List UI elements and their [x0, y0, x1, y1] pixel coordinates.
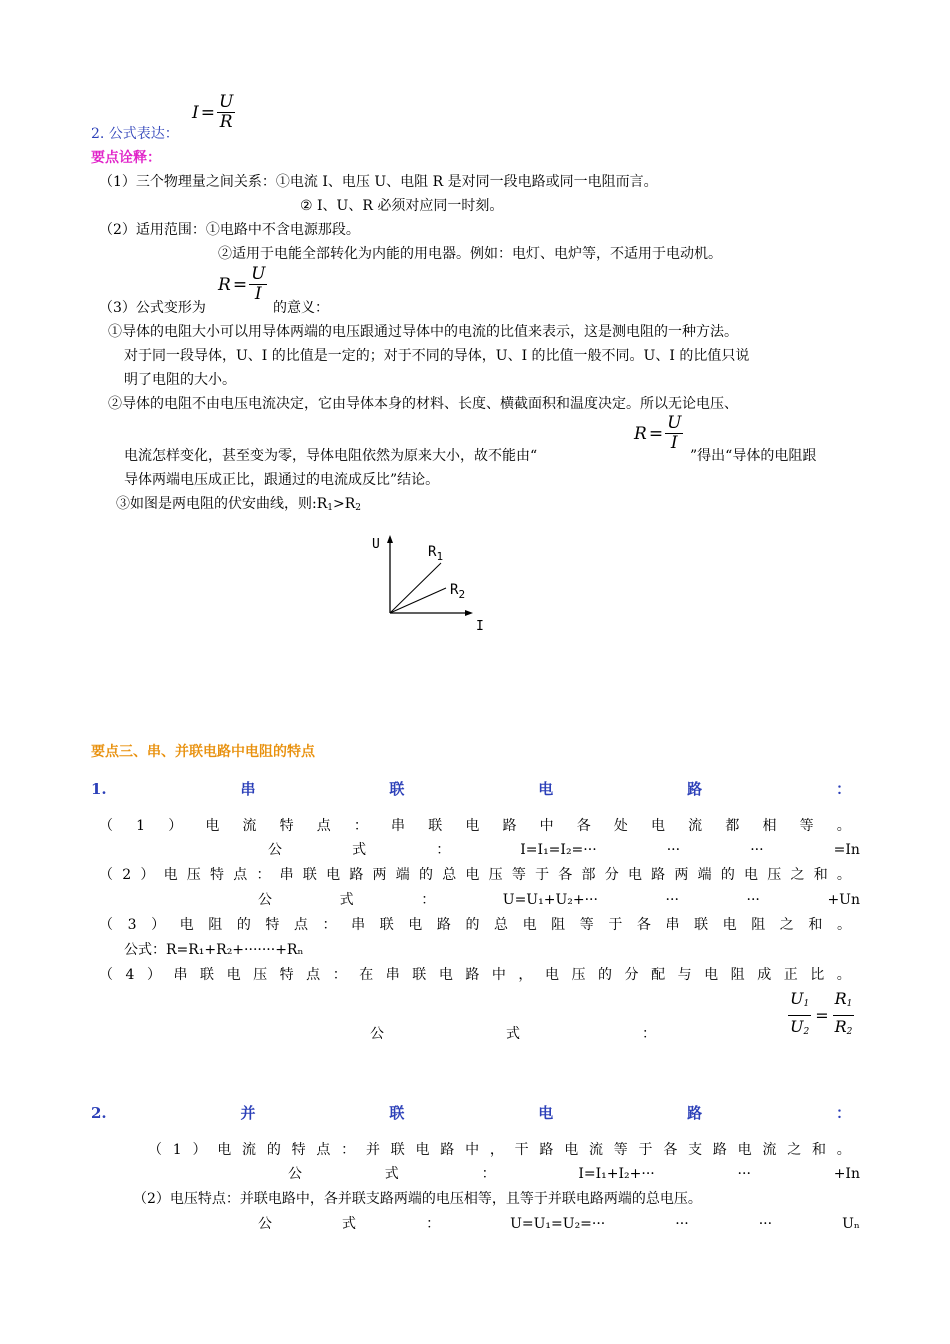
series-voltage-ratio-line-token: 阻 [730, 967, 745, 983]
resistance-numerator: U [251, 264, 266, 284]
series-voltage-line [99, 865, 851, 885]
series-voltage-ratio-line-token: 比 [810, 967, 825, 983]
note3-suffix: 的意义： [273, 300, 329, 316]
series-resistance-line-token: 。 [836, 917, 851, 933]
series-resistance-line-token: 于 [608, 917, 623, 933]
series-current-line-token: 点 [316, 818, 331, 834]
series-resistance-line-token: 串 [351, 917, 366, 933]
parallel-voltage-formula-token: ··· [758, 1216, 773, 1232]
note3-prefix: （3）公式变形为 [99, 300, 206, 316]
series-voltage-ratio-label-token: 公 [370, 1026, 384, 1042]
parallel-voltage-formula-token: ··· [675, 1216, 689, 1232]
series-current-line-token: 等 [799, 818, 814, 834]
series-current-line-token: 路 [502, 818, 517, 834]
series-voltage-line-token: 电 [326, 867, 341, 883]
parallel-current-formula-token: ： [481, 1166, 496, 1182]
series-resistance-line-token: 阻 [551, 917, 566, 933]
series-resistance-line-token: 阻 [208, 917, 223, 933]
parallel-current-line-token: 特 [291, 1142, 306, 1158]
series-voltage-line-token: 压 [186, 867, 201, 883]
series-resistance-line-token: 之 [779, 917, 794, 933]
parallel-current-line-token: 于 [638, 1142, 653, 1158]
series-voltage-line-token: 于 [535, 867, 550, 883]
resistance-eq: = [232, 274, 248, 295]
series-current-line-token: 1 [136, 818, 146, 834]
series-current-formula-token: =In [833, 842, 860, 858]
series-resistance-line-token: 电 [722, 917, 737, 933]
series-current-line [99, 816, 851, 836]
series-title-token: 串 [240, 780, 256, 798]
series-current-line-token: 都 [725, 818, 740, 834]
series-voltage-line-token: 两 [674, 867, 689, 883]
series-current-formula-token: I=I₁=I₂=··· [520, 842, 597, 858]
series-voltage-ratio-line-token: 分 [624, 967, 639, 983]
parallel-current-line-token: （ [148, 1142, 162, 1158]
series-voltage-ratio-label-token: ： [642, 1026, 656, 1042]
inline-denominator: I [670, 433, 678, 453]
parallel-current-line-token: 支 [688, 1142, 703, 1158]
resistance-fraction [249, 265, 267, 304]
series-current-line-token: 电 [465, 818, 480, 834]
series-voltage-line-token: 电 [163, 867, 178, 883]
series-current-line-token: ） [168, 818, 183, 834]
series-voltage-line-token: 串 [279, 867, 294, 883]
formula-eq: = [200, 102, 215, 123]
graph-line-r2 [390, 588, 446, 613]
series-current-formula-token: 式 [352, 842, 367, 858]
series-voltage-ratio-line-token: 4 [125, 967, 135, 983]
series-voltage-line-token: 路 [349, 867, 364, 883]
graph-x-label: I [476, 619, 484, 634]
parallel-voltage-formula-token: 公 [258, 1216, 272, 1232]
formula-numerator: U [218, 92, 234, 112]
note3-b-line2-post: ”得出“导体的电阻跟 [690, 448, 817, 464]
series-title-token: ： [835, 780, 851, 798]
parallel-voltage-formula-token: 式 [342, 1216, 357, 1232]
series-voltage-ratio-line-token: 特 [279, 967, 294, 983]
formula-lhs: I [192, 102, 199, 123]
series-current-line-token: 电 [205, 818, 220, 834]
series-voltage-line-token: 等 [511, 867, 526, 883]
formula-fraction [217, 93, 235, 132]
series-current-formula-token: ··· [750, 842, 764, 858]
resistance-formula [218, 265, 267, 304]
series-resistance-line-token: 3 [127, 917, 137, 933]
series-title-token: 电 [538, 780, 554, 798]
series-current-line-token: 特 [279, 818, 294, 834]
series-current-formula-token: 公 [268, 842, 282, 858]
series-current-line-token: 串 [391, 818, 406, 834]
parallel-current-line-token: 流 [762, 1142, 777, 1158]
formula-label: 2. 公式表达： [91, 126, 179, 142]
series-resistance-line-token: ） [151, 917, 166, 933]
note3-a-line2: 对于同一段导体，U、I 的比值是一定的；对于不同的导体，U、I 的比值一般不同。U、I 的比值只说 [124, 348, 750, 364]
series-voltage-line-token: 2 [122, 867, 132, 883]
parallel-voltage-formula-token: U=U₁=U₂=··· [510, 1216, 606, 1232]
series-voltage-line-token: 电 [744, 867, 759, 883]
parallel-current-line-token: 之 [787, 1142, 802, 1158]
series-voltage-formula-token: ··· [746, 892, 760, 908]
series-resistance-line-token: 各 [636, 917, 651, 933]
series-voltage-line-token: 点 [233, 867, 248, 883]
notes-heading: 要点诠释： [91, 150, 161, 166]
graph-line-r1 [390, 563, 441, 613]
series-voltage-line-token: 和 [813, 867, 828, 883]
series-voltage-line-token: 联 [302, 867, 317, 883]
parallel-current-line-token: 和 [812, 1142, 827, 1158]
parallel-current-line-token: 的 [266, 1142, 281, 1158]
series-resistance-line-token: 电 [408, 917, 423, 933]
series-voltage-ratio-line-token: 电 [226, 967, 241, 983]
series-current-line-token: 。 [836, 818, 851, 834]
parallel-current-line-token: 电 [737, 1142, 752, 1158]
series-voltage-ratio-line-token: 与 [677, 967, 692, 983]
parallel-current-line-token: 点 [316, 1142, 331, 1158]
resistance-formula-inline [634, 414, 683, 453]
parallel-current-formula-token: +In [833, 1166, 860, 1182]
note2-line2: ②适用于电能全部转化为内能的用电器。例如：电灯、电炉等，不适用于电动机。 [218, 246, 722, 262]
series-voltage-line-token: 。 [836, 867, 851, 883]
series-voltage-ratio-line-token: 中 [491, 967, 506, 983]
series-voltage-line-token: 压 [488, 867, 503, 883]
parallel-current-formula [288, 1164, 860, 1184]
series-voltage-line-token: ： [256, 867, 271, 883]
parallel-current-line-token: 并 [365, 1142, 380, 1158]
series-voltage-line-token: （ [99, 867, 113, 883]
series-voltage-formula-token: U=U₁+U₂+··· [502, 892, 598, 908]
series-voltage-line-token: 电 [465, 867, 480, 883]
series-title-token: 1. [91, 780, 107, 798]
parallel-current-formula-token: 公 [288, 1166, 302, 1182]
series-voltage-ratio-line-token: 成 [757, 967, 772, 983]
series-voltage-formula-token: 式 [339, 892, 354, 908]
note3-b-line2-pre: 电流怎样变化，甚至变为零，导体电阻依然为原来大小，故不能由“ [124, 448, 538, 464]
series-voltage-formula-token: ： [421, 892, 436, 908]
parallel-current-line-token: 干 [514, 1142, 529, 1158]
series-voltage-formula-token: ··· [665, 892, 679, 908]
series-resistance-line-token: 电 [179, 917, 194, 933]
series-resistance-line-token: 联 [694, 917, 709, 933]
parallel-current-line [148, 1140, 851, 1160]
series-resistance-line-token: （ [99, 917, 113, 933]
parallel-title-token: 联 [389, 1104, 405, 1122]
parallel-current-formula-token: 式 [384, 1166, 399, 1182]
series-current-line-token: 流 [242, 818, 257, 834]
note3-b-line1: ②导体的电阻不由电压电流决定，它由导体本身的材料、长度、横截面积和温度决定。所以无论电压、 [108, 396, 738, 412]
series-voltage-ratio-line-token: 点 [306, 967, 321, 983]
note3-a-line3: 明了电阻的大小。 [124, 372, 236, 388]
series-voltage-ratio-label [370, 1024, 656, 1044]
series-title-token: 联 [389, 780, 405, 798]
parallel-title-token: ： [835, 1104, 851, 1122]
series-current-line-token: ： [353, 818, 368, 834]
parallel-current-line-token: 电 [217, 1142, 232, 1158]
parallel-current-line-token: 各 [663, 1142, 678, 1158]
graph-r2-label: $R_2$ [450, 582, 466, 601]
graph-x-arrow [465, 610, 473, 616]
series-voltage-ratio-label-token: 式 [506, 1026, 520, 1042]
parallel-title-token: 电 [538, 1104, 554, 1122]
series-resistance-formula: 公式：R=R₁+R₂+·······+Rₙ [124, 942, 304, 958]
parallel-voltage-formula-token: Uₙ [842, 1216, 860, 1232]
series-current-line-token: 流 [688, 818, 703, 834]
series-voltage-line-token: 电 [627, 867, 642, 883]
series-voltage-ratio-line-token: 在 [359, 967, 374, 983]
series-current-line-token: （ [99, 818, 113, 834]
series-voltage-ratio-line-token: 联 [412, 967, 427, 983]
voltage-current-graph [368, 530, 508, 640]
parallel-current-line-token: 电 [564, 1142, 579, 1158]
series-voltage-ratio-line-token: 电 [704, 967, 719, 983]
series-resistance-line-token: 特 [265, 917, 280, 933]
parallel-current-line-token: 流 [242, 1142, 257, 1158]
series-voltage-ratio-line-token: 。 [836, 967, 851, 983]
series-resistance-line-token: 阻 [751, 917, 766, 933]
series-voltage-ratio-line-token: 压 [571, 967, 586, 983]
parallel-current-line-token: 路 [712, 1142, 727, 1158]
parallel-voltage-line: （2）电压特点：并联电路中，各并联支路两端的电压相等，且等于并联电路两端的总电压。 [133, 1191, 702, 1207]
series-voltage-ratio-line-token: 串 [173, 967, 188, 983]
series-voltage-line-token: 的 [418, 867, 433, 883]
series-voltage-ratio-line-token: 压 [253, 967, 268, 983]
note2-line1: （2）适用范围：①电路中不含电源那段。 [99, 222, 360, 238]
series-voltage-line-token: 总 [442, 867, 457, 883]
parallel-voltage-formula-token: ： [426, 1216, 441, 1232]
series-resistance-line-token: ： [322, 917, 337, 933]
parallel-current-line-token: 等 [613, 1142, 628, 1158]
series-resistance-line-token: 总 [494, 917, 509, 933]
parallel-current-line-token: 中 [465, 1142, 480, 1158]
series-resistance-line-token: 点 [293, 917, 308, 933]
inline-lhs: R [634, 423, 647, 444]
parallel-title-token: 路 [687, 1104, 703, 1122]
series-resistance-line-token: 的 [465, 917, 480, 933]
series-title-token: 路 [687, 780, 703, 798]
resistance-lhs: R [218, 274, 231, 295]
graph-r1-label: $R_1$ [428, 544, 444, 563]
series-voltage-line-token: 压 [767, 867, 782, 883]
series-current-formula-token: ··· [666, 842, 681, 858]
series-voltage-formula [258, 890, 860, 910]
series-voltage-ratio-line-token: 串 [385, 967, 400, 983]
parallel-current-line-token: 流 [588, 1142, 603, 1158]
parallel-title-token: 2. [91, 1104, 107, 1122]
parallel-current-line-token: ） [192, 1142, 207, 1158]
series-voltage-ratio-line-token: 电 [544, 967, 559, 983]
series-voltage-line-token: 端 [697, 867, 712, 883]
parallel-current-line-token: 1 [172, 1142, 182, 1158]
parallel-title [91, 1103, 851, 1123]
note1-line1: （1）三个物理量之间关系：①电流 I、电压 U、电阻 R 是对同一段电路或同一电阻而言。 [99, 174, 658, 190]
series-current-formula [268, 840, 860, 860]
parallel-current-formula-token: ··· [737, 1166, 751, 1182]
ohm-law-formula [192, 93, 235, 132]
series-resistance-line-token: 串 [665, 917, 680, 933]
parallel-current-line-token: ： [341, 1142, 356, 1158]
series-voltage-line-token: 分 [604, 867, 619, 883]
series-voltage-ratio-line [99, 965, 851, 985]
series-current-line-token: 中 [539, 818, 554, 834]
parallel-voltage-formula [258, 1214, 860, 1234]
series-voltage-ratio-line-token: 的 [598, 967, 613, 983]
parallel-current-line-token: 电 [415, 1142, 430, 1158]
series-resistance-line-token: 和 [808, 917, 823, 933]
series-voltage-ratio-line-token: 路 [465, 967, 480, 983]
series-voltage-ratio-line-token: 联 [200, 967, 215, 983]
graph-y-arrow [387, 535, 393, 543]
note3-c-line1: ③如图是两电阻的伏安曲线，则$:R_1>R_2$ [116, 496, 362, 513]
series-voltage-ratio-line-token: 正 [783, 967, 798, 983]
series-voltage-line-token: 部 [581, 867, 596, 883]
series-current-line-token: 各 [576, 818, 591, 834]
series-voltage-line-token: ） [140, 867, 155, 883]
series-voltage-ratio-line-token: ， [518, 967, 533, 983]
formula-denominator: R [219, 112, 233, 132]
series-voltage-line-token: 之 [790, 867, 805, 883]
inline-eq: = [648, 423, 664, 444]
section3-title: 要点三、串、并联电路中电阻的特点 [91, 744, 315, 760]
graph-y-label: U [372, 537, 380, 552]
series-resistance-line-token: 联 [379, 917, 394, 933]
series-current-line-token: 相 [762, 818, 777, 834]
inline-numerator: U [667, 413, 682, 433]
parallel-current-line-token: 路 [539, 1142, 554, 1158]
series-title [91, 779, 851, 799]
series-voltage-formula-token: 公 [258, 892, 272, 908]
series-resistance-line-token: 路 [436, 917, 451, 933]
series-voltage-ratio-line-token: 配 [651, 967, 666, 983]
parallel-title-token: 并 [240, 1104, 256, 1122]
note1-line2: ② I、U、R 必须对应同一时刻。 [300, 198, 504, 214]
parallel-current-line-token: 路 [440, 1142, 455, 1158]
series-resistance-line [99, 915, 851, 935]
series-current-formula-token: ： [436, 842, 451, 858]
inline-fraction [665, 414, 683, 453]
parallel-current-line-token: ， [489, 1142, 504, 1158]
series-voltage-ratio-line-token: ） [146, 967, 161, 983]
series-current-line-token: 处 [613, 818, 628, 834]
parallel-current-formula-token: I=I₁+I₂+··· [578, 1166, 655, 1182]
series-voltage-line-token: 端 [395, 867, 410, 883]
series-voltage-line-token: 各 [558, 867, 573, 883]
series-voltage-ratio-line-token: （ [99, 967, 113, 983]
series-voltage-ratio-line-token: 电 [438, 967, 453, 983]
note3-a-line1: ①导体的电阻大小可以用导体两端的电压跟通过导体中的电流的比值来表示，这是测电阻的一种方法。 [108, 324, 738, 340]
series-voltage-line-token: 路 [651, 867, 666, 883]
parallel-current-line-token: 。 [836, 1142, 851, 1158]
series-resistance-line-token: 的 [236, 917, 251, 933]
series-voltage-ratio-line-token: ： [332, 967, 347, 983]
series-resistance-line-token: 电 [522, 917, 537, 933]
series-resistance-line-token: 等 [579, 917, 594, 933]
series-voltage-formula-token: +Un [827, 892, 860, 908]
series-current-line-token: 电 [651, 818, 666, 834]
voltage-ratio-formula: $\frac{U_1}{U_2}$ = $\frac{R_1}{R_2}$ [790, 989, 853, 1037]
series-current-line-token: 联 [428, 818, 443, 834]
resistance-denominator: I [254, 284, 262, 304]
series-voltage-line-token: 特 [210, 867, 225, 883]
parallel-current-line-token: 联 [390, 1142, 405, 1158]
note3-b-line3: 导体两端电压成正比，跟通过的电流成反比”结论。 [124, 472, 440, 488]
series-voltage-line-token: 两 [372, 867, 387, 883]
series-voltage-line-token: 的 [720, 867, 735, 883]
